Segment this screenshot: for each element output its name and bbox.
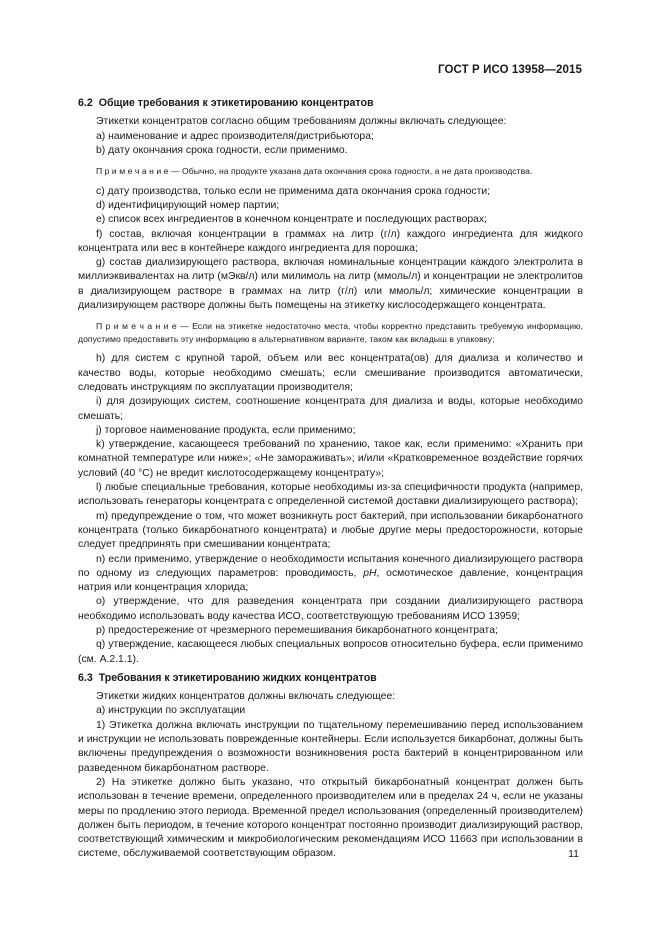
section-title: Требования к этикетированию жидких концентратов bbox=[98, 671, 377, 684]
list-item-q: q) утверждение, касающееся любых специальных вопросов относительно буфера, если применимо (см. А.2.1.1). bbox=[78, 639, 583, 665]
list-item-n-pre: n) если применимо, утверждение о необходимости испытания конечного диализирующего раствора по одному из следующих параметров: проводимость, bbox=[78, 553, 583, 579]
note-1 bbox=[78, 165, 583, 178]
section-number: 6.3 bbox=[78, 671, 93, 684]
ph-term: pH bbox=[363, 567, 377, 579]
list-item-p: p) предостережение от чрезмерного перемешивания бикарбонатного концентрата; bbox=[96, 625, 498, 636]
list-item-l: l) любые специальные требования, которые необходимы из-за специфичности продукта (например, использовать генераторы концентрата с определенной системой доставки диализирующего раствора); bbox=[78, 482, 583, 508]
list-item-g: g) состав диализирующего раствора, включая номинальные концентрации каждого электролита в миллиэквивалентах на литр (мЭкв/л) или милимоль на литр (ммоль/л) и концентрации не электролитов в диализирующем растворе в граммах на литр (г/л) или ммоль/л; химические концентрации в диализирующем растворе должны быть помещены на этикетку кислосодержащего концентрата. bbox=[78, 257, 583, 312]
note-text: — Обычно, на продукте указана дата окончания срока годности, а не дата производства. bbox=[168, 166, 533, 177]
list-item-n bbox=[78, 553, 583, 596]
list-item-a: a) инструкции по эксплуатации bbox=[96, 705, 246, 717]
sub-item-2: 2) На этикетке должно быть указано, что открытый бикарбонатный концентрат должен быть использован в течение времени, определенного производителем или в пределах 24 ч, если не указаны меры по продлению этого периода. Временной предел использования (определенный производителем) должен быть периодом, в течение которого концентрат постоянно производит диализирующий раствор, соответствующий химическим и микробиологическим рекомендациям ИСО 11663 при использовании в системе, обслуживаемой соответствующим образом. bbox=[78, 776, 583, 860]
section-heading-6-2 bbox=[78, 96, 583, 110]
note-label: П р и м е ч а н и е bbox=[96, 166, 169, 177]
list-item-m: m) предупреждение о том, что может возникнуть рост бактерий, при использовании бикарбонатного концентрата (только бикарбонатного концентрата) и любые другие меры предосторожности, которые следует предпринять при смешивании концентрата; bbox=[78, 510, 583, 551]
document-body bbox=[78, 96, 583, 862]
section-intro: Этикетки концентратов согласно общим требованиям должны включать следующее: bbox=[96, 116, 507, 128]
section-number: 6.2 bbox=[78, 97, 93, 109]
list-item-j: j) торговое наименование продукта, если применимо; bbox=[96, 424, 356, 436]
page-number: 11 bbox=[568, 848, 579, 860]
section-heading-6-3 bbox=[78, 671, 583, 685]
sub-item-1: 1) Этикетка должна включать инструкции по тщательному перемешиванию перед использованием и инструкции не использовать поврежденные контейнеры. Если используется бикарбонат, должны быть включены предупреждения о возможности возникновения роста бактерий в концентрированном или разведенном бикарбонатном растворе. bbox=[78, 719, 583, 774]
document-id-header: ГОСТ Р ИСО 13958—2015 bbox=[437, 64, 582, 76]
list-item-c: c) дату производства, только если не применима дата окончания срока годности; bbox=[96, 185, 491, 197]
section-intro: Этикетки жидких концентратов должны включать следующее: bbox=[96, 691, 396, 703]
note-label: П р и м е ч а н и е bbox=[96, 321, 177, 332]
note-2 bbox=[78, 320, 583, 345]
list-item-k: k) утверждение, касающееся требований по хранению, такое как, если применимо: «Хранить при комнатной температуре или ниже»; «Не замораживать»; и/или «Кратковременное воздействие горячих условий (40 °С) не вредит кислотосодержащему концентрату»; bbox=[78, 439, 583, 479]
section-title: Общие требования к этикетированию концентратов bbox=[98, 97, 374, 109]
list-item-d: d) идентифицирующий номер партии; bbox=[96, 199, 280, 211]
note-text: — Если на этикетке недостаточно места, чтобы корректно представить требуемую информацию, допустимо предоставить эту информацию в альтернативном варианте, таком как вкладыш в упаковку; bbox=[78, 321, 584, 344]
list-item-h: h) для систем с крупной тарой, объем или вес концентрата(ов) для диализа и количество и качество воды, которые необходимо смешать; если смешивание производится автоматически, следовать инструкциям по эксплуатации производителя; bbox=[78, 353, 583, 393]
list-item-e: e) список всех ингредиентов в конечном концентрате и последующих растворах; bbox=[96, 214, 488, 226]
list-item-f: f) состав, включая концентрации в граммах на литр (г/л) каждого ингредиента для жидкого концентрата или вес в контейнере каждого ингредиента для порошка; bbox=[78, 228, 583, 254]
list-item-n-post: , осмотическое давление, концентрация натрия или концентрация хлорида; bbox=[78, 567, 583, 594]
list-item-o: o) утверждение, что для разведения концентрата при создании диализирующего раствора необходимо использовать воду качества ИСО, соответствующую требованиям ИСО 13959; bbox=[78, 596, 583, 622]
list-item-a: a) наименование и адрес производителя/дистрибьютора; bbox=[96, 130, 374, 142]
list-item-i: i) для дозирующих систем, соотношение концентрата для диализа и воды, которые необходимо смешать; bbox=[78, 396, 583, 422]
list-item-b: b) дату окончания срока годности, если применимо. bbox=[96, 144, 348, 156]
